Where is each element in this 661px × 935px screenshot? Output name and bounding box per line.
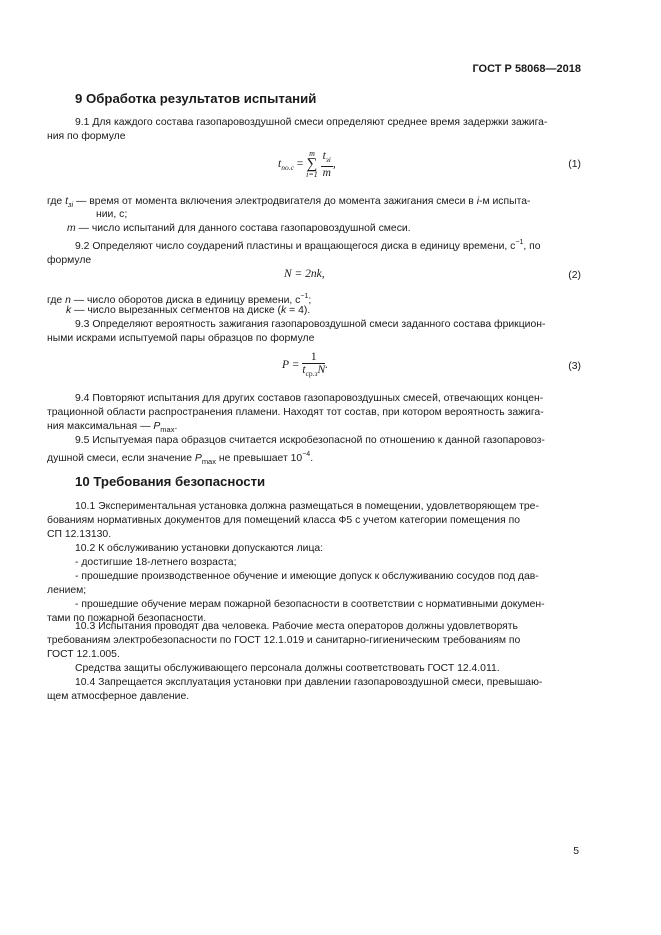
where2-label: где xyxy=(47,295,66,306)
f1-sum-top: m xyxy=(309,149,315,158)
where2-n: n xyxy=(65,295,71,306)
p95-text: не превышает 10 xyxy=(215,453,303,465)
where2-sup: −1 xyxy=(300,293,309,300)
p95-sup: −4 xyxy=(302,451,311,459)
where1-tsub: зi xyxy=(67,200,74,209)
p95-sub: max xyxy=(201,457,216,467)
where-1-cont: нии, с; xyxy=(96,209,128,220)
where2-k2: k xyxy=(281,305,287,316)
f3-den-tail: N xyxy=(317,364,326,376)
p91-line2: ния по формуле xyxy=(47,131,126,143)
b2-line2: лением; xyxy=(47,585,87,597)
f1-den: m xyxy=(322,167,331,179)
sigma-icon: ∑ xyxy=(306,156,318,172)
document-header: ГОСТ Р 58068—2018 xyxy=(472,63,581,75)
p95-P: P xyxy=(194,453,202,465)
where2-tail: ; xyxy=(308,295,312,306)
f1-fraction xyxy=(321,150,333,179)
p94-tail: . xyxy=(174,421,178,433)
where1-text: — время от момента включения электродвигателя до момента зажигания смеси в xyxy=(73,196,477,207)
p92-line1: 9.2 Определяют число соударений пластины и вращающегося диска в единицу времени, с xyxy=(75,241,516,252)
p94-P: P xyxy=(153,421,161,433)
p94-line2: трационной области распространения пламени. Находят тот состав, при котором вероятность зажига- xyxy=(47,407,544,419)
bullet-2 xyxy=(47,570,581,598)
formula-1-number: (1) xyxy=(568,159,581,170)
paragraph-9-2 xyxy=(47,236,581,268)
p92-line2: формуле xyxy=(47,255,92,267)
paragraph-10-2: 10.2 К обслуживанию установки допускаются лица: xyxy=(75,543,324,554)
p104-line2: щем атмосферное давление. xyxy=(47,691,190,703)
f1-sum xyxy=(306,150,318,179)
f1-tail: , xyxy=(332,158,336,171)
section-9-title: 9 Обработка результатов испытаний xyxy=(75,91,317,106)
section-10-title: 10 Требования безопасности xyxy=(75,474,266,489)
where1-m-text: — число испытаний для данного состава газопаровоздушной смеси. xyxy=(75,223,411,234)
where1-text2: -м испыта- xyxy=(479,196,531,207)
page-number: 5 xyxy=(573,846,579,857)
f1-lhs: t xyxy=(278,158,282,171)
p104-line1: 10.4 Запрещается эксплуатация установки при давлении газопаровоздушной смеси, превышаю- xyxy=(75,677,543,688)
where1-m-var: m xyxy=(67,223,76,234)
p101-line1: 10.1 Экспериментальная установка должна размещаться в помещении, удовлетворяющем тре- xyxy=(75,501,539,512)
where1-i: i xyxy=(476,196,480,207)
b3-line1: - прошедшие обучение мерам пожарной безопасности в соответствии с нормативными докумен- xyxy=(75,599,545,610)
f1-num: t xyxy=(322,150,326,162)
where2-k: k xyxy=(66,305,72,316)
f3-num: 1 xyxy=(302,351,325,364)
p94-line3: ния максимальная — xyxy=(47,421,154,433)
p94-line1: 9.4 Повторяют испытания для других составов газопаровоздушных смесей, отвечающих концен- xyxy=(75,393,544,404)
paragraph-9-1 xyxy=(47,116,581,144)
formula-2: N = 2nk, xyxy=(284,268,325,280)
f1-lhs-sub: по.с xyxy=(281,163,294,173)
where2-k-text: — число вырезанных сегментов на диске ( xyxy=(71,305,282,316)
p101-line3: СП 12.13130. xyxy=(47,529,112,541)
paragraph-9-5 xyxy=(47,434,581,469)
f1-num-sub: зi xyxy=(325,155,331,164)
p93-line2: ными искрами испытуемой пары образцов по формуле xyxy=(47,333,315,345)
p92-tail: , по xyxy=(523,241,541,252)
formula-3-number: (3) xyxy=(568,361,581,372)
paragraph-10-4 xyxy=(47,676,581,704)
where-1-m xyxy=(67,222,411,236)
b3-line2: тами по пожарной безопасности. xyxy=(47,613,207,625)
f1-sum-bottom: i=1 xyxy=(306,170,318,179)
bullet-1: - достигшие 18-летнего возраста; xyxy=(75,557,237,568)
paragraph-9-3 xyxy=(47,318,581,346)
f3-tail: . xyxy=(325,359,328,372)
f3-den: t xyxy=(302,364,306,376)
paragraph-10-1 xyxy=(47,500,581,543)
formula-2-number: (2) xyxy=(568,270,581,281)
f3-fraction xyxy=(302,351,325,380)
p93-line1: 9.3 Определяют вероятность зажигания газопаровоздушной смеси заданного состава фрикцион- xyxy=(75,319,546,330)
paragraph-10-3 xyxy=(47,620,581,663)
p91-line1: 9.1 Для каждого состава газопаровоздушной смеси определяют среднее время задержки зажига- xyxy=(75,117,548,128)
f3-lhs: P = xyxy=(282,359,300,372)
b2-line1: - прошедшие производственное обучение и имеющие допуск к обслуживанию сосудов под дав- xyxy=(75,571,539,582)
p92-sup: −1 xyxy=(515,239,524,246)
p101-line2: бованиям нормативных документов для помещений класса Ф5 с учетом категории помещения по xyxy=(47,515,521,527)
formula-3 xyxy=(282,351,328,380)
paragraph-9-4 xyxy=(47,392,581,438)
where1-t: t xyxy=(65,196,68,207)
p103-line3: ГОСТ 12.1.005. xyxy=(47,649,120,661)
p95-line2: душной смеси, если значение xyxy=(47,453,195,465)
where2-text: — число оборотов диска в единицу времени, с xyxy=(70,295,301,306)
p103-line2: требованиям электробезопасности по ГОСТ 12.1.019 и санитарно-гигиеническим требованиям по xyxy=(47,635,521,647)
p94-sub: max xyxy=(160,425,175,435)
where2-k-tail: = 4). xyxy=(286,305,311,316)
p103-line1: 10.3 Испытания проводят два человека. Рабочие места операторов должны удовлетворять xyxy=(75,621,518,632)
f3-den-sub: ср.з xyxy=(305,369,318,378)
where1-label: где xyxy=(47,196,66,207)
p95-line1: 9.5 Испытуемая пара образцов считается искробезопасной по отношению к данной газопаровоз- xyxy=(75,435,545,446)
p95-tail: . xyxy=(310,453,314,465)
formula-1 xyxy=(278,150,336,179)
paragraph-10-3-ppe: Средства защиты обслуживающего персонала должны соответствовать ГОСТ 12.4.011. xyxy=(75,663,500,674)
f1-equals: = xyxy=(296,158,304,171)
where-2-k xyxy=(66,304,310,318)
